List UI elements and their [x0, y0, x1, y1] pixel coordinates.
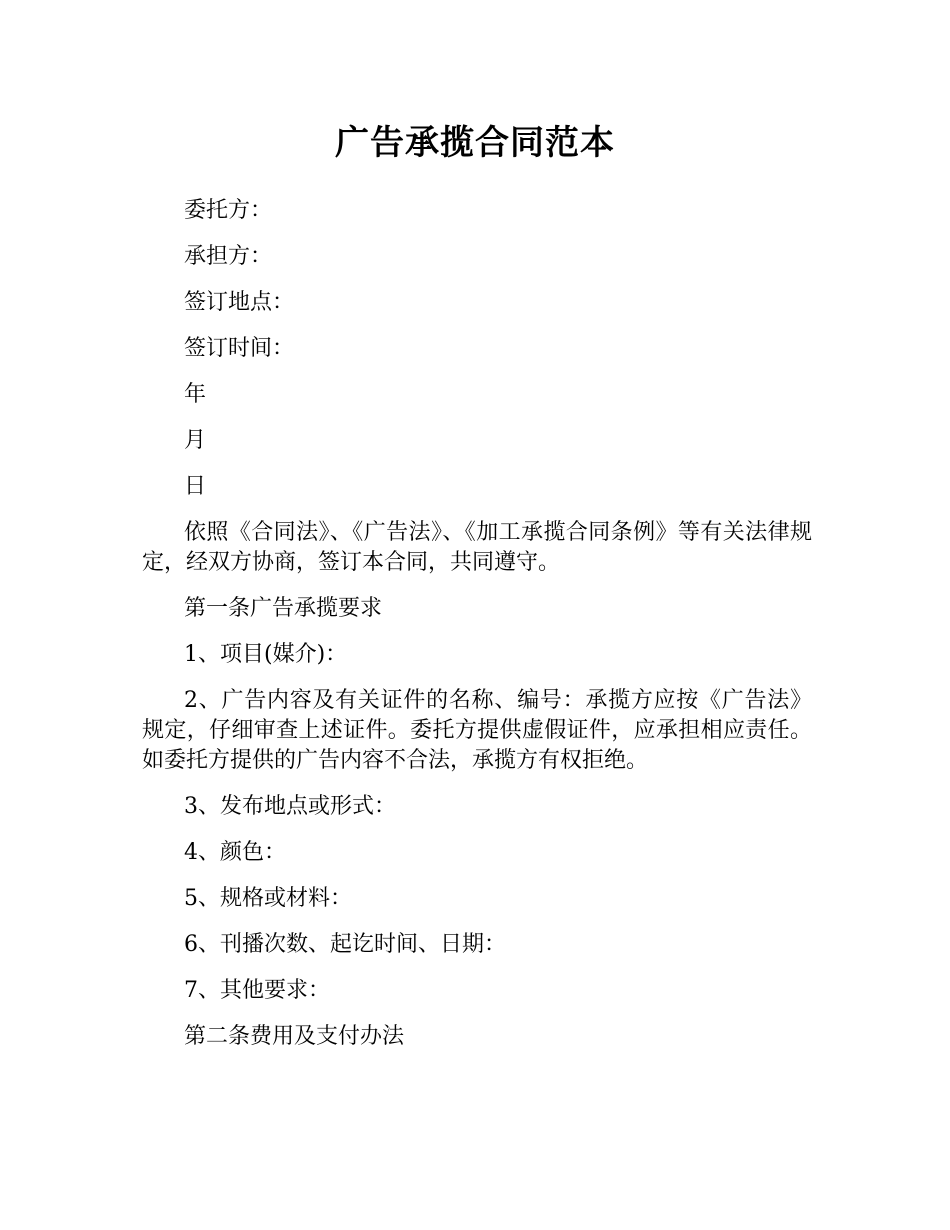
item-2: 2、广告内容及有关证件的名称、编号：承揽方应按《广告法》规定，仔细审查上述证件。委托方提供虚假证件，应承担相应责任。如委托方提供的广告内容不合法，承揽方有权拒绝。	[142, 688, 812, 773]
field-signing-place: 签订地点：	[184, 290, 295, 315]
preamble-paragraph: 依照《合同法》、《广告法》、《加工承揽合同条例》等有关法律规定，经双方协商，签订本合同，共同遵守。	[142, 520, 812, 575]
item-4: 4、颜色：	[184, 840, 286, 865]
document-body	[142, 196, 812, 1068]
article-1-heading: 第一条广告承揽要求	[184, 596, 383, 621]
item-5: 5、规格或材料：	[184, 886, 352, 911]
item-1: 1、项目(媒介)：	[184, 642, 348, 667]
item-7: 7、其他要求：	[184, 978, 330, 1003]
field-month: 月	[184, 428, 207, 453]
field-year: 年	[184, 382, 207, 407]
field-contractor: 承担方：	[184, 244, 273, 269]
field-day: 日	[184, 474, 207, 499]
field-signing-time: 签订时间：	[184, 336, 295, 361]
document-title: 广告承揽合同范本	[335, 123, 615, 163]
item-3: 3、发布地点或形式：	[184, 794, 396, 819]
field-client: 委托方：	[184, 198, 273, 223]
item-6: 6、刊播次数、起讫时间、日期：	[184, 932, 506, 957]
article-2-heading: 第二条费用及支付办法	[184, 1024, 405, 1049]
